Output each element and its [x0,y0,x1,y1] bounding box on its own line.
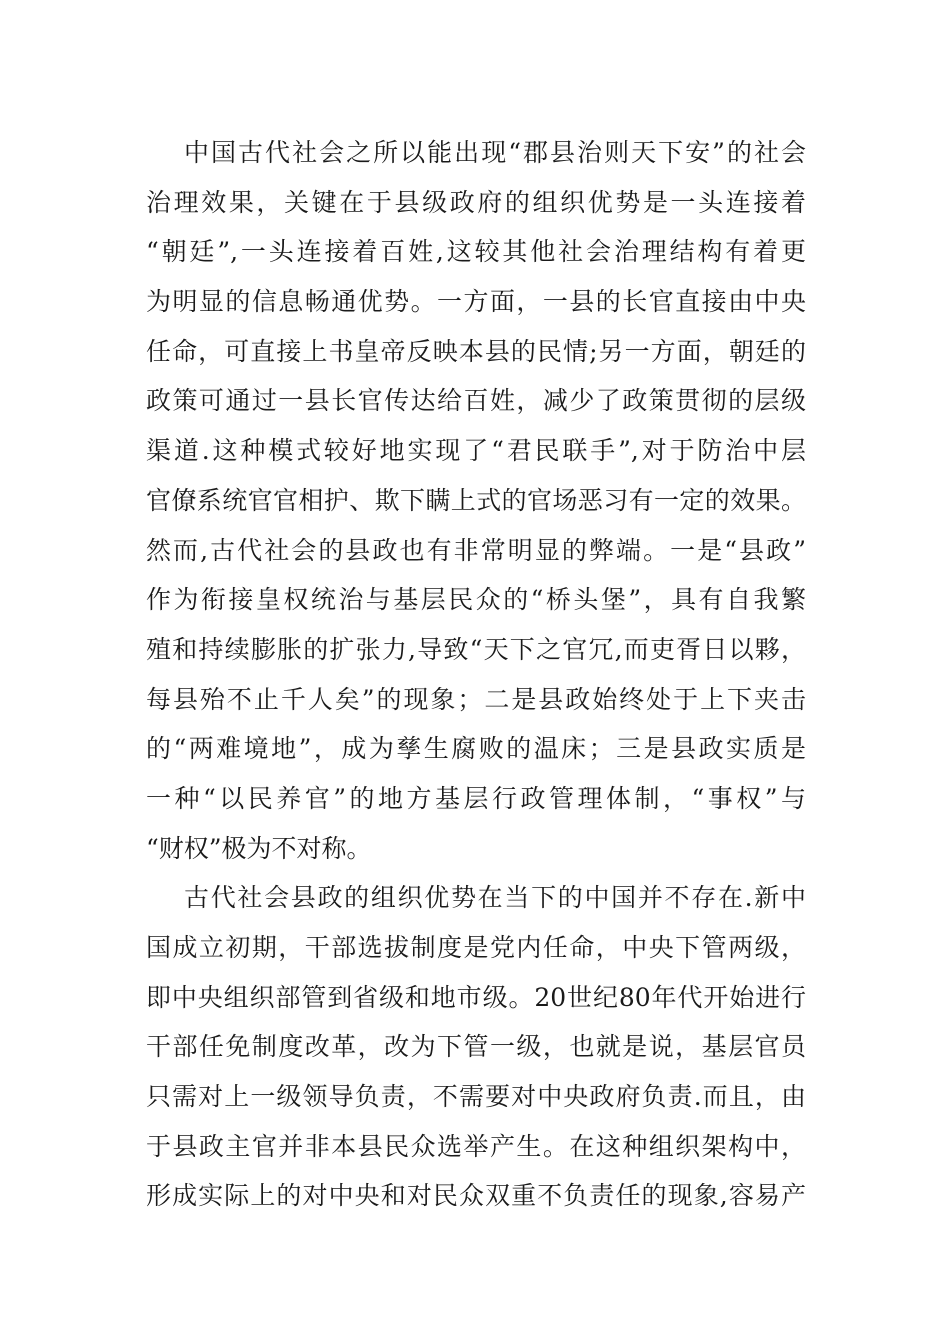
text-line: 古代社会县政的组织优势在当下的中国并不存在.新中 [184,883,806,913]
paragraph-1 [146,128,806,873]
text-line: 官僚系统官官相护、欺下瞒上式的官场恶习有一定的效果。 [146,485,806,515]
text-line: 然而,古代社会的县政也有非常明显的弊端。一是“县政” [146,535,806,565]
body-text [146,128,806,1221]
text-line: 治理效果，关键在于县级政府的组织优势是一头连接着 [146,187,806,217]
text-line: 的“两难境地”，成为孳生腐败的温床；三是县政实质是 [146,734,806,764]
text-line: 殖和持续膨胀的扩张力,导致“天下之官冗,而吏胥日以夥， [146,634,806,664]
text-line: 为明显的信息畅通优势。一方面，一县的长官直接由中央 [146,287,806,317]
text-line: 只需对上一级领导负责，不需要对中央政府负责.而且，由 [146,1082,806,1112]
text-line: 作为衔接皇权统治与基层民众的“桥头堡”，具有自我繁 [146,585,806,615]
text-line: 国成立初期，干部选拔制度是党内任命，中央下管两级， [146,933,806,962]
text-line: 任命，可直接上书皇帝反映本县的民情;另一方面，朝廷的 [146,336,806,366]
text-line: 干部任免制度改革，改为下管一级，也就是说，基层官员 [146,1032,806,1062]
text-line: 每县殆不止千人矣”的现象；二是县政始终处于上下夹击 [146,684,806,714]
text-line: 即中央组织部管到省级和地市级。20世纪80年代开始进行 [146,982,806,1012]
text-line: 政策可通过一县长官传达给百姓，减少了政策贯彻的层级 [146,386,806,416]
text-line: “朝廷”,一头连接着百姓,这较其他社会治理结构有着更 [146,237,806,267]
text-line: “财权”极为不对称。 [146,833,372,863]
text-line: 形成实际上的对中央和对民众双重不负责任的现象,容易产 [146,1181,806,1211]
text-line: 一种“以民养官”的地方基层行政管理体制，“事权”与 [146,783,806,813]
text-line: 渠道.这种模式较好地实现了“君民联手”,对于防治中层 [146,436,806,466]
text-line: 中国古代社会之所以能出现“郡县治则天下安”的社会 [184,138,806,167]
paragraph-2 [146,873,806,1221]
text-line: 于县政主官并非本县民众选举产生。在这种组织架构中， [146,1131,806,1161]
